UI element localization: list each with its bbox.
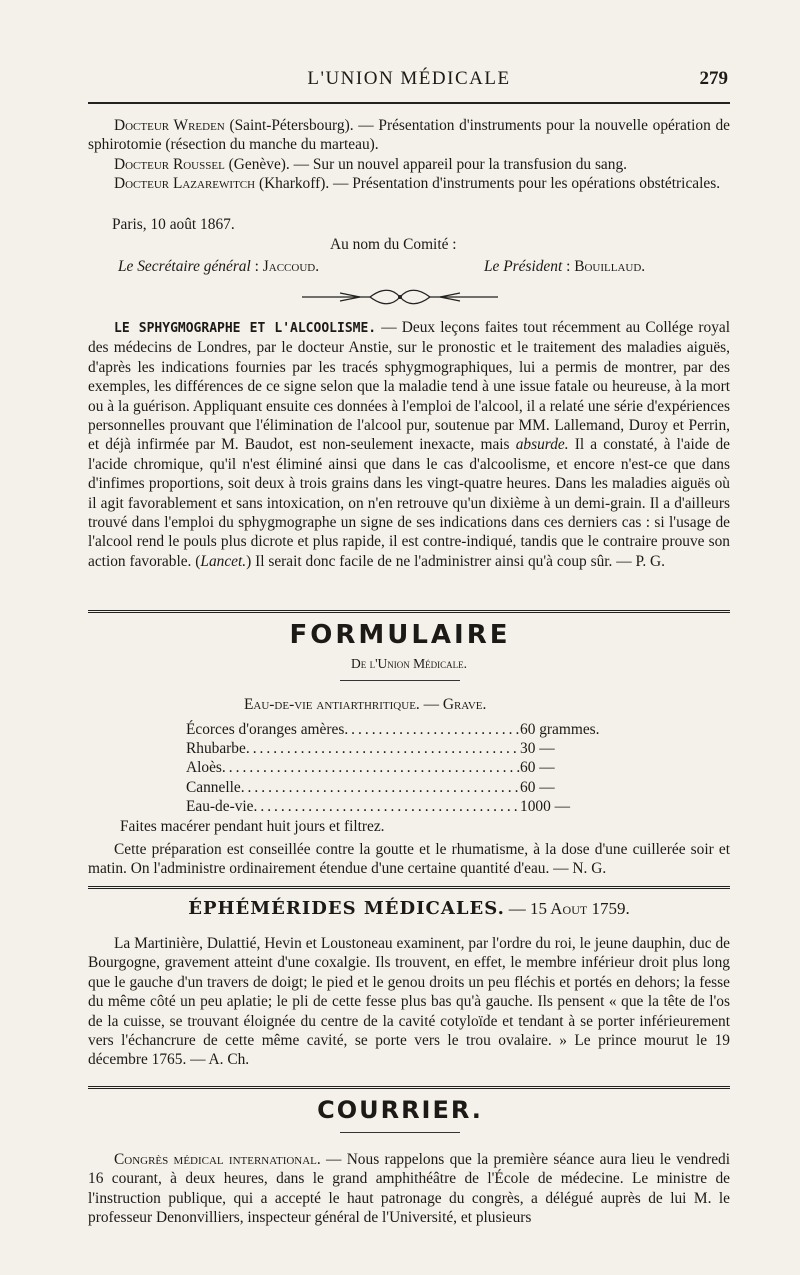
section-rule [88, 886, 730, 889]
ingredient-row [186, 758, 606, 777]
presentation-text: (Saint-Pétersbourg). — Présentation d'instruments pour la nouvelle opération de sphirotomie (résection du manche du marteau). [88, 117, 730, 154]
subtitle-rule [340, 1132, 460, 1133]
ephemerides-text: La Martinière, Dulattié, Hevin et Loustoneau examinent, par l'ordre du roi, le jeune dauphin, duc de Bourgogne, gravement atteint d'une coxalgie. Ils trouvent, en effet, le membre inférieur droit plus long que le gauche d'un travers de doigt; le pied et le genou droits un peu fléchis et portés en dehors; la fesse du même côté un peu aplatie; le pli de cette fesse plus bas qu'à gauche. Ils pensent « que la tête de l'os de la cuisse, se trouvant éloignée du centre de la cavité cotyloïde et tendant à se porter inférieurement vers l'échancrure de cette même cavité, se porte vers le trou ovalaire. » Le prince mourut le 19 décembre 1765. — A. Ch. [88, 935, 730, 1069]
ingredient-list [186, 720, 606, 816]
presentation-roussel [88, 155, 730, 174]
ingredient-name: Cannelle [186, 778, 241, 796]
ephemerides-date: — 15 Aout 1759. [508, 899, 630, 918]
ephemerides-heading [88, 898, 730, 919]
secretary-signature: Le Secrétaire général : Jaccoud. [118, 258, 320, 275]
presentation-wreden [88, 116, 730, 155]
author-name: Docteur Lazarewitch [114, 175, 256, 193]
sphygmograph-article [88, 318, 730, 571]
header-rule [88, 102, 730, 104]
ephemerides-text-block [88, 934, 730, 1070]
article-italic-absurde: absurde. [515, 436, 569, 454]
presentation-text: (Kharkoff). — Présentation d'instruments pour les opérations obstétricales. [258, 175, 721, 193]
section-rule [88, 1086, 730, 1089]
place-date: Paris, 10 août 1867. [112, 216, 235, 233]
president-signature: Le Président : Bouillaud. [484, 258, 646, 275]
courrier-paragraph [88, 1150, 730, 1228]
ingredient-name: Écorces d'oranges amères [186, 721, 345, 738]
ingredient-row [186, 739, 606, 758]
article-text: ) Il serait donc facile de ne l'administrer ainsi qu'à coup sûr. — P. G. [246, 552, 665, 570]
author-name: Docteur Roussel [114, 155, 225, 173]
article-citation: Lancet. [200, 552, 247, 570]
secretary-title: Le Secrétaire général [118, 258, 251, 275]
presentation-lazarewitch [88, 174, 730, 193]
ingredient-name: Aloès [186, 759, 222, 777]
ingredient-quantity: 60 — [520, 778, 555, 796]
article-paragraph [88, 318, 730, 571]
formulaire-title: FORMULAIRE [289, 620, 511, 650]
president-title: Le Président [484, 258, 563, 275]
recipe-instruction: Faites macérer pendant huit jours et filtrez. [120, 818, 385, 835]
recipe-title: Eau-de-vie antiarthritique. — Grave. [244, 696, 487, 713]
running-title: L'UNION MÉDICALE [307, 68, 511, 89]
ingredient-quantity: 60 — [520, 759, 555, 777]
article-text: Il a constaté, à l'aide de l'acide chromique, qu'il n'est éliminé ainsi que dans le cas d'alcoolisme, et encore n'est-ce que dans d'infimes proportions, soit deux à trois grains dans les vingt-quatre heures. Dans les maladies aiguës où il agit favorablement et sans intoxication, on n'en retrouve qu'un dixième à un demi-grain. Il a d'ailleurs trouvé dans l'emploi du sphygmographe un signe de ses indications dans ces derniers cas : si l'usage de l'alcool rend le pouls plus dicrote et plus rapide, il est contre-indiqué, tandis que le contraire prouve son action favorable. ( [88, 436, 730, 570]
ingredient-row [186, 797, 606, 816]
presentation-text: (Genève). — Sur un nouvel appareil pour la transfusion du sang. [228, 155, 628, 173]
committee-line: Au nom du Comité : [330, 236, 457, 253]
page-header [90, 68, 728, 94]
courrier-title: COURRIER. [317, 1096, 483, 1124]
ingredient-quantity: 60 grammes. [520, 721, 600, 738]
ingredient-row [186, 778, 606, 797]
formulaire-note-block [88, 840, 730, 879]
ingredient-name: Eau-de-vie [186, 797, 254, 815]
section-rule [88, 610, 730, 613]
author-name: Docteur Wreden [114, 117, 225, 134]
secretary-name: Jaccoud. [262, 258, 320, 275]
president-name: Bouillaud. [574, 258, 646, 275]
courrier-lead: Congrès médical international. [114, 1151, 321, 1168]
courrier-text-block [88, 1150, 730, 1228]
subtitle-rule [340, 680, 460, 681]
ingredient-quantity: 1000 — [520, 797, 571, 815]
ephemerides-title: ÉPHÉMÉRIDES MÉDICALES. [188, 898, 505, 919]
formulaire-note: Cette préparation est conseillée contre la goutte et le rhumatisme, à la dose d'une cuillerée soir et matin. On l'administre ordinairement étendue d'une certaine quantité d'eau. — N. G. [88, 841, 730, 878]
ingredient-quantity: 30 — [520, 740, 555, 758]
formulaire-subtitle: De l'Union Médicale. [350, 656, 468, 671]
ornament-divider [300, 286, 500, 308]
page-number: 279 [699, 68, 728, 89]
article-text: — Deux leçons faites tout récemment au Collége royal des médecins de Londres, par le docteur Anstie, sur le pronostic et le traitement des maladies aiguës, d'après les indications fournies par les tracés sphygmographiques, lui a permis de montrer, par des exemples, les différences de ce signe selon que la maladie tend à une issue fatale ou heureuse, à la mort ou à la guérison. Appliquant ensuite ces données à l'emploi de l'alcool, il a relaté une série d'expériences personnelles prouvant que l'élimination de l'alcool pur, soutenue par MM. Lallemand, Duroy et Perrin, et déjà infirmée par M. Baudot, est non-seulement inexacte, mais [88, 319, 730, 454]
article-heading: LE SPHYGMOGRAPHE ET L'ALCOOLISME. [114, 321, 377, 336]
ingredient-row [186, 720, 606, 739]
congress-presentations [88, 116, 730, 194]
courrier-text: — Nous rappelons que la première séance aura lieu le vendredi 16 courant, à deux heures, dans le grand amphithéâtre de l'École de médecine. Le ministre de l'instruction publique, qui a accepté le haut patronage du congrès, a délégué auprès de lui M. le professeur Denonvilliers, inspecteur général de l'Université, et plusieurs [88, 1151, 731, 1227]
ingredient-name: Rhubarbe [186, 740, 246, 758]
